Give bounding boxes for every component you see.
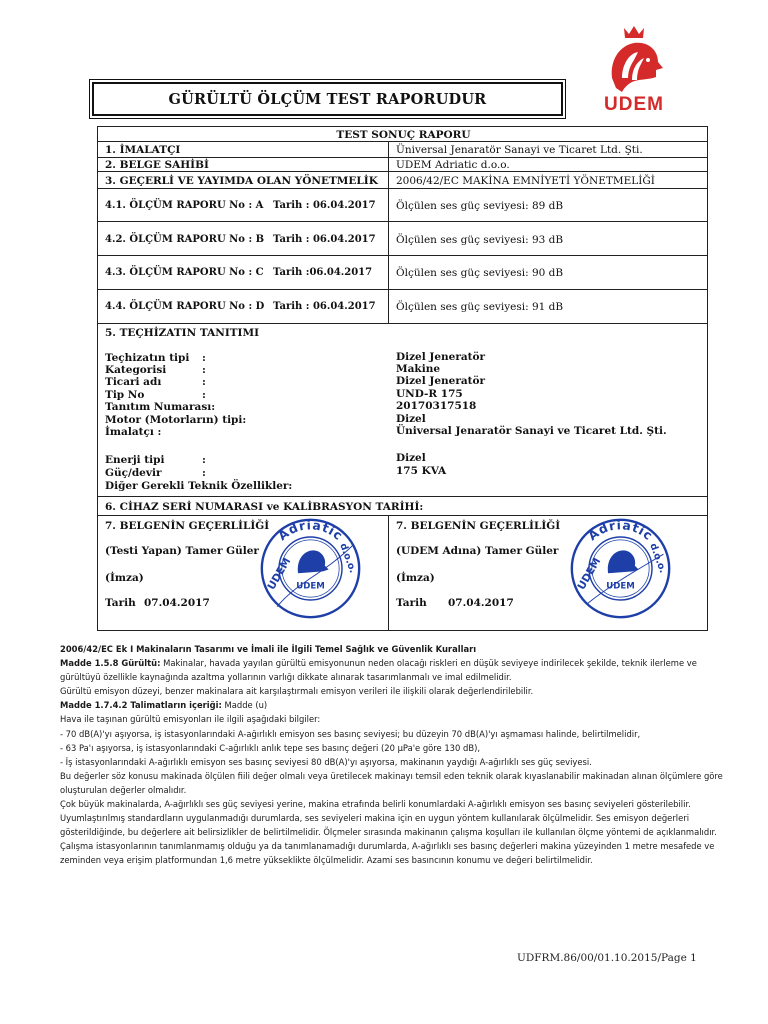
tester-name: (Testi Yapan) Tamer Güler (105, 545, 259, 557)
category-value: Makine (396, 363, 441, 375)
category-label: Kategorisi (105, 364, 167, 376)
notes-paragraph: Bu değerler söz konusu makinada ölçülen fiili değer olmalı veya üretilecek makinayı temsil eden teknik olarak kıyaslanabilir makinadan alınan ölçümlere göre oluşturulan değerler olmalıdır. (60, 770, 723, 795)
identification-no-value: 20170317518 (396, 400, 477, 412)
colon: : (202, 389, 206, 401)
measurement-b-date: Tarih : 06.04.2017 (273, 234, 376, 245)
test-result-report (97, 126, 708, 631)
power-value: 175 KVA (396, 465, 447, 477)
measurement-c-date: Tarih :06.04.2017 (273, 267, 373, 278)
udem-signer-name: (UDEM Adına) Tamer Güler (396, 545, 559, 557)
udem-logo (588, 22, 680, 114)
lion-crown-icon (588, 22, 680, 114)
notes-paragraph: - İş istasyonlarındaki A-ağırlıklı emisyon ses basınç seviyesi 80 dB(A)'yı aşıyorsa, makinanın yaydığı A-ağırlıklı ses güç seviyesi. (60, 756, 592, 767)
regulation-value: 2006/42/EC MAKİNA EMNİYETİ YÖNETMELİĞİ (396, 175, 655, 187)
type-no-label: Tip No (105, 389, 145, 401)
stamp-center-text: UDEM (296, 581, 325, 592)
certificate-holder-value: UDEM Adriatic d.o.o. (396, 159, 510, 171)
measurement-a-label: 4.1. ÖLÇÜM RAPORU No : A (105, 200, 264, 211)
notes-paragraph: Madde 1.7.4.2 Talimatların içeriği: Madde (u) (60, 700, 268, 711)
date-value-left: 07.04.2017 (144, 597, 210, 609)
identification-no-label: Tanıtım Numarası: (105, 401, 216, 413)
measurement-d-value: Ölçülen ses güç seviyesi: 91 dB (396, 301, 564, 313)
trade-name-label: Ticari adı (105, 376, 162, 388)
notes-paragraph: Çok büyük makinalarda, A-ağırlıklı ses güç seviyesi yerine, makina etrafında belirli konumlardaki A-ağırlıklı emisyon ses basınç seviyeleri gösterilebilir. (60, 799, 691, 810)
motor-type-label: Motor (Motorların) tipi: (105, 414, 247, 426)
manufacturer-value: Üniversal Jenaratör Sanayi ve Ticaret Ltd. Şti. (396, 144, 643, 156)
validity-heading-right: 7. BELGENİN GEÇERLİLİĞİ (396, 520, 561, 532)
measurement-d-label: 4.4. ÖLÇÜM RAPORU No : D (105, 301, 265, 312)
date-value-right: 07.04.2017 (448, 597, 514, 609)
colon: : (202, 454, 206, 466)
notes-paragraph: - 63 Pa'ı aşıyorsa, iş istasyonlarındaki C-ağırlıklı anlık tepe ses basınç değeri (20 μPa'e göre 130 dB), (60, 742, 480, 753)
certificate-holder-label: 2. BELGE SAHİBİ (105, 159, 209, 171)
stamp-right-text: d.o.o. (647, 541, 669, 575)
trade-name-value: Dizel Jeneratör (396, 375, 486, 387)
date-label-left: Tarih (105, 597, 136, 609)
motor-type-value: Dizel (396, 413, 426, 425)
measurement-c-value: Ölçülen ses güç seviyesi: 90 dB (396, 267, 564, 279)
stamp-center-text: UDEM (606, 581, 635, 592)
stamp-right-text: d.o.o. (337, 541, 359, 575)
measurement-a-date: Tarih : 06.04.2017 (273, 200, 376, 211)
svg-text:Adriatic (275, 517, 346, 543)
notes-heading: 2006/42/EC Ek I Makinaların Tasarımı ve İmali ile İlgili Temel Sağlık ve Güvenlik Kuralları (60, 644, 477, 654)
stamp-top-text: Adriatic (584, 517, 657, 544)
colon: : (202, 376, 206, 388)
udem-adriatic-stamp-right (568, 516, 673, 621)
report-heading: TEST SONUÇ RAPORU (336, 129, 471, 141)
type-no-value: UND-R 175 (396, 388, 463, 400)
equipment-type-value: Dizel Jeneratör (396, 351, 486, 363)
notes-paragraph: Çalışma istasyonlarının tanımlanmamış olduğu ya da tanımlanamadığı durumlarda, A-ağırlıklı ses basınç değerleri makina yüzeyinden 1 metre mesafede ve zeminden veya erişim platformundan 1,6 metre yükseklikte ölçülmelidir. Azami ses basıncının konumu ve değeri belirtilmelidir. (60, 841, 715, 866)
colon: : (202, 467, 206, 479)
stamp-left-text: UDEM (265, 555, 294, 592)
serial-calibration-heading: 6. CİHAZ SERİ NUMARASI ve KALİBRASYON TARİHİ: (105, 501, 424, 513)
validity-heading-left: 7. BELGENİN GEÇERLİLİĞİ (105, 520, 270, 532)
equipment-manufacturer-value: Üniversal Jenaratör Sanayi ve Ticaret Ltd. Şti. (396, 425, 667, 437)
equipment-heading: 5. TEÇHİZATIN TANITIMI (105, 327, 259, 339)
stamp-top-text: Adriatic (274, 517, 347, 544)
measurement-b-label: 4.2. ÖLÇÜM RAPORU No : B (105, 234, 265, 245)
notes-paragraph: - 70 dB(A)'yı aşıyorsa, iş istasyonlarındaki A-ağırlıklı emisyon ses basınç seviyesi; bu düzeyin 70 dB(A)'yı aşmaması halinde, belirtilmelidir, (60, 728, 641, 739)
energy-type-label: Enerji tipi (105, 454, 165, 466)
measurement-b-value: Ölçülen ses güç seviyesi: 93 dB (396, 234, 564, 246)
energy-type-value: Dizel (396, 452, 426, 464)
udem-adriatic-stamp-left (258, 516, 363, 621)
notes-paragraph: Gürültü emisyon düzeyi, benzer makinalara ait karşılaştırmalı emisyon verileri ile ilişkili olarak değerlendirilebilir. (60, 686, 534, 697)
date-label-right: Tarih (396, 597, 427, 609)
manufacturer-label: 1. İMALATÇI (105, 144, 181, 156)
regulation-notes (60, 642, 740, 868)
measurement-d-date: Tarih : 06.04.2017 (273, 301, 376, 312)
notes-paragraph: Madde 1.5.8 Gürültü: Makinalar, havada yayılan gürültü emisyonunun neden olacağı riskleri en düşük seviyeye indirilecek şekilde, teknik ilerleme ve gürültüyü özellikle kaynağında azaltma yollarının varlığı dikkate alınarak tasarımlanmalı ve imal edilmelidir. (60, 658, 697, 683)
svg-text:Adriatic (585, 517, 656, 543)
measurement-a-value: Ölçülen ses güç seviyesi: 89 dB (396, 200, 564, 212)
document-title: GÜRÜLTÜ ÖLÇÜM TEST RAPORUDUR (92, 82, 563, 116)
signature-label-right: (İmza) (396, 572, 435, 584)
measurement-c-label: 4.3. ÖLÇÜM RAPORU No : C (105, 267, 264, 278)
colon: : (202, 352, 206, 364)
equipment-manufacturer-label: İmalatçı : (105, 426, 162, 438)
notes-paragraph: Uyumlaştırılmış standardların uygulanmadığı durumlarda, ses seviyeleri makina için en uygun yöntem kullanılarak ölçülmelidir. Ses emisyon değerleri gösterildiğinde, bu değerlere ait belirsizlikler de belirtilmelidir. Ölçmeler sırasında makinanın çalışma koşulları ile kullanılan ölçme yöntemi de açıklanmalıdır. (60, 813, 717, 838)
logo-text: UDEM (604, 94, 664, 114)
equipment-type-label: Teçhizatın tipi (105, 352, 190, 364)
notes-paragraph: Hava ile taşınan gürültü emisyonları ile ilgili aşağıdaki bilgiler: (60, 714, 321, 725)
regulation-label: 3. GEÇERLİ VE YAYIMDA OLAN YÖNETMELİK (105, 175, 378, 187)
other-specs-label: Diğer Gerekli Teknik Özellikler: (105, 480, 293, 492)
colon: : (202, 364, 206, 376)
signature-label-left: (İmza) (105, 572, 144, 584)
stamp-left-text: UDEM (575, 555, 604, 592)
form-code: UDFRM.86/00/01.10.2015/Page 1 (517, 952, 697, 964)
power-label: Güç/devir (105, 467, 162, 479)
